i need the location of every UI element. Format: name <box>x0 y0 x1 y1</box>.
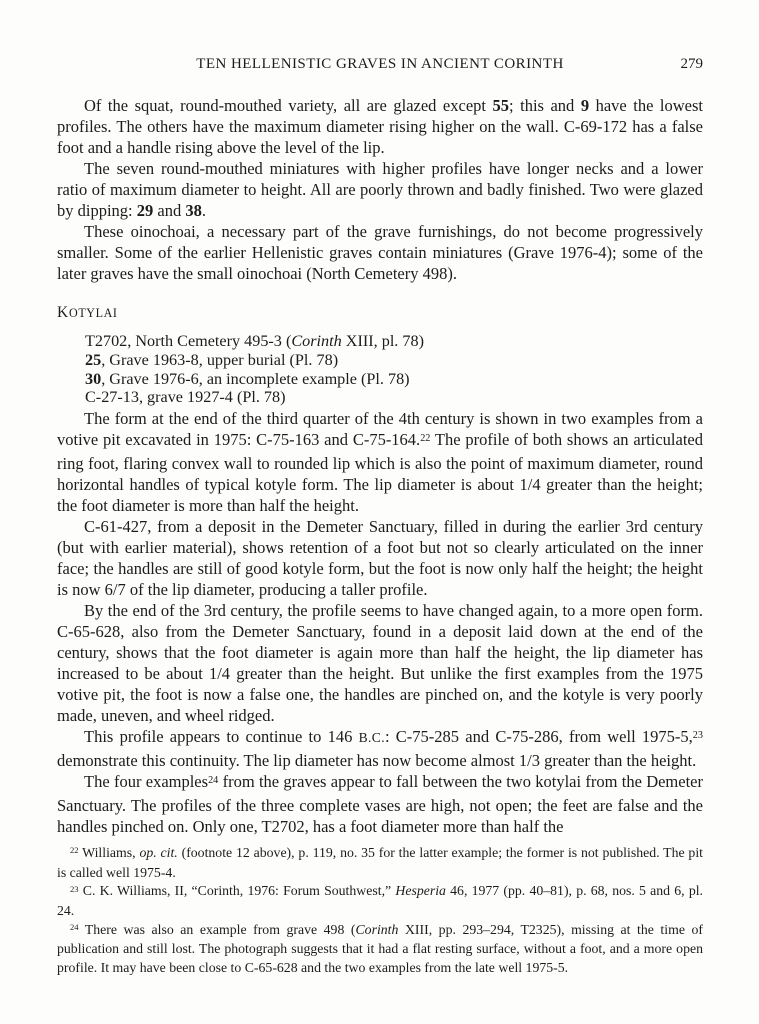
text-segment: , Grave 1963-8, upper burial (Pl. 78) <box>101 350 339 369</box>
text-segment: ; this and <box>509 96 581 115</box>
catalog-item <box>85 388 703 407</box>
paragraph-kotylai-four-examples <box>57 771 703 837</box>
text-segment: have the lowest profiles. The others have the maximum diameter rising higher on the wall. C-69-172 has a false foot and a handle rising above the level of the lip. <box>57 96 703 157</box>
text-segment: Of the squat, round-mouthed variety, all are glazed except <box>84 96 493 115</box>
text-segment: 46, 1977 (pp. 40–81), p. 68, nos. 5 and 6, pl. 24. <box>57 883 703 918</box>
text-segment: T2702, North Cemetery 495-3 ( <box>85 332 292 350</box>
footnote-24 <box>57 921 703 978</box>
catalog-item <box>85 332 703 351</box>
text-segment: The profile of both shows an articulated ring foot, flaring convex wall to rounded lip which is also the point of maximum diameter, round horizontal handles of typical kotyle form. The lip diameter is about 1/4 greater than the height; the foot diameter is more than half the height. <box>57 430 703 516</box>
text-segment: 24 <box>208 774 219 786</box>
paragraph-kotylai-c61427 <box>57 516 703 600</box>
section-heading-kotylai <box>57 302 703 324</box>
text-segment: C-61-427, from a deposit in the Demeter Sanctuary, filled in during the earlier 3rd century (but with earlier material), shows retention of a foot but not so clearly articulated on the inner face; the handles are still of good kotyle form, but the foot is now only half the height; the height is now 6/7 of the lip diameter, producing a taller profile. <box>57 517 703 600</box>
text-segment: 55 <box>492 96 510 115</box>
text-segment: . <box>201 201 206 220</box>
paragraph-kotylai-3rd-century <box>57 600 703 726</box>
text-segment: 22 <box>420 432 431 444</box>
text-segment: 25 <box>85 350 102 369</box>
footnotes-section <box>57 844 703 977</box>
text-segment: K <box>57 304 69 321</box>
text-segment: and <box>153 201 186 220</box>
page-number: 279 <box>680 56 703 72</box>
footnote-22 <box>57 844 703 882</box>
text-segment: from the graves appear to fall between the two kotylai from the Demeter Sanctuary. The profiles of the three complete vases are high, not open; the feet are false and the handles pinched on. Only one, T2702, has a foot diameter more than half the <box>57 772 703 837</box>
paragraph-oinochoai-summary <box>57 221 703 284</box>
text-segment: XIII, pl. 78) <box>341 332 424 350</box>
text-segment: 38 <box>185 201 202 220</box>
catalog-item <box>85 351 703 370</box>
text-segment: By the end of the 3rd century, the profile seems to have changed again, to a more open form. C-65-628, also from the Demeter Sanctuary, found in a deposit laid down at the end of the century, shows that the foot diameter is again more than half the height, the lip diameter has increased to be about 1/4 greater than the height. But unlike the first examples from the 1975 votive pit, the foot is now a false one, the handles are pinched on, and the kotyle is very poorly made, uneven, and wheel ridged. <box>57 601 703 726</box>
text-segment: 23 <box>70 883 79 894</box>
text-segment: Corinth <box>291 332 342 350</box>
text-segment: C-27-13, grave 1927-4 (Pl. 78) <box>85 388 286 407</box>
text-segment: C. K. Williams, II, “Corinth, 1976: Forum Southwest,” <box>78 883 396 899</box>
text-segment: 22 <box>70 845 79 856</box>
text-segment: Williams, <box>78 845 140 861</box>
text-segment: 24 <box>70 921 79 932</box>
text-segment: : C-75-285 and C-75-286, from well 1975-5, <box>384 727 693 747</box>
text-segment: The four examples <box>84 772 209 792</box>
text-segment: There was also an example from grave 498 ( <box>78 921 356 937</box>
catalog-list <box>57 332 703 407</box>
text-segment: (footnote 12 above), p. 119, no. 35 for the latter example; the former is not published. The pit is called well 1975-4. <box>57 845 703 880</box>
paragraph-oinochoai-squat <box>57 95 703 158</box>
text-segment: 29 <box>136 201 154 220</box>
text-segment: 30 <box>85 369 102 388</box>
paragraph-kotylai-4th-century <box>57 408 703 516</box>
text-segment: XIII, pp. 293–294, T2325), missing at the time of publication and still lost. The photograph suggests that it had a flat resting surface, without a foot, and a more open profile. It may have been close to C-65-628 and the two examples from the late well 1975-5. <box>57 921 703 975</box>
text-segment: Hesperia <box>395 883 446 899</box>
text-segment: B.C. <box>358 730 385 746</box>
text-block <box>57 56 703 977</box>
paragraph-kotylai-146bc <box>57 726 703 771</box>
page-header <box>57 56 703 73</box>
paragraph-oinochoai-miniatures <box>57 158 703 221</box>
footnote-23 <box>57 882 703 920</box>
text-segment: op. cit. <box>139 845 178 861</box>
text-segment: 23 <box>692 729 703 741</box>
text-segment: The form at the end of the third quarter of the 4th century is shown in two examples from a votive pit excavated in 1975: C-75-163 and C-75-164. <box>57 409 703 450</box>
body-text <box>57 95 703 837</box>
text-segment: These oinochoai, a necessary part of the grave furnishings, do not become progressively smaller. Some of the earlier Hellenistic graves contain miniatures (Grave 1976-4); some of the later graves have the small oinochoai (North Cemetery 498). <box>57 222 703 283</box>
text-segment: The seven round-mouthed miniatures with higher profiles have longer necks and a lower ratio of maximum diameter to height. All are poorly thrown and badly finished. Two were glazed by dipping: <box>57 159 703 220</box>
text-segment: OTYLAI <box>69 306 118 320</box>
text-segment: Corinth <box>355 921 399 937</box>
text-segment: This profile appears to continue to 146 <box>84 727 359 747</box>
catalog-item <box>85 370 703 389</box>
running-title: TEN HELLENISTIC GRAVES IN ANCIENT CORINTH <box>196 56 564 72</box>
text-segment: , Grave 1976-6, an incomplete example (Pl. 78) <box>101 369 410 388</box>
text-segment: 9 <box>580 96 590 115</box>
text-segment: demonstrate this continuity. The lip diameter has now become almost 1/3 greater than the height. <box>57 751 697 771</box>
